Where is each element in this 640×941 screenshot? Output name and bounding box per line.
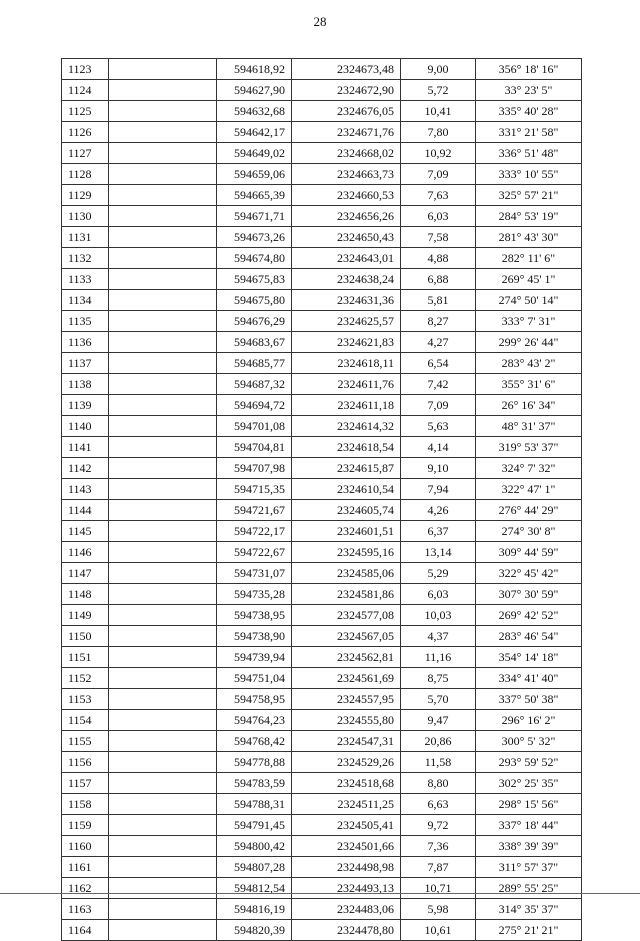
distance-cell: 7,87 xyxy=(401,857,476,878)
y-coordinate-cell: 2324625,57 xyxy=(292,311,401,332)
y-coordinate-cell: 2324650,43 xyxy=(292,227,401,248)
x-coordinate-cell: 594659,06 xyxy=(217,164,292,185)
x-coordinate-cell: 594707,98 xyxy=(217,458,292,479)
empty-cell xyxy=(109,248,217,269)
empty-cell xyxy=(109,899,217,920)
point-number-cell: 1132 xyxy=(62,248,109,269)
point-number-cell: 1161 xyxy=(62,857,109,878)
bearing-cell: 333° 7' 31" xyxy=(476,311,582,332)
bearing-cell: 335° 40' 28" xyxy=(476,101,582,122)
y-coordinate-cell: 2324529,26 xyxy=(292,752,401,773)
empty-cell xyxy=(109,542,217,563)
x-coordinate-cell: 594751,04 xyxy=(217,668,292,689)
empty-cell xyxy=(109,878,217,899)
distance-cell: 4,26 xyxy=(401,500,476,521)
table-row xyxy=(62,143,582,164)
y-coordinate-cell: 2324562,81 xyxy=(292,647,401,668)
distance-cell: 4,14 xyxy=(401,437,476,458)
y-coordinate-cell: 2324611,18 xyxy=(292,395,401,416)
bearing-cell: 334° 41' 40" xyxy=(476,668,582,689)
bearing-cell: 269° 45' 1" xyxy=(476,269,582,290)
y-coordinate-cell: 2324643,01 xyxy=(292,248,401,269)
x-coordinate-cell: 594778,88 xyxy=(217,752,292,773)
point-number-cell: 1131 xyxy=(62,227,109,248)
distance-cell: 7,42 xyxy=(401,374,476,395)
y-coordinate-cell: 2324478,80 xyxy=(292,920,401,941)
table-row xyxy=(62,521,582,542)
table-row xyxy=(62,857,582,878)
point-number-cell: 1139 xyxy=(62,395,109,416)
x-coordinate-cell: 594701,08 xyxy=(217,416,292,437)
y-coordinate-cell: 2324498,98 xyxy=(292,857,401,878)
y-coordinate-cell: 2324621,83 xyxy=(292,332,401,353)
y-coordinate-cell: 2324611,76 xyxy=(292,374,401,395)
x-coordinate-cell: 594683,67 xyxy=(217,332,292,353)
y-coordinate-cell: 2324601,51 xyxy=(292,521,401,542)
y-coordinate-cell: 2324671,76 xyxy=(292,122,401,143)
empty-cell xyxy=(109,290,217,311)
empty-cell xyxy=(109,374,217,395)
bearing-cell: 269° 42' 52" xyxy=(476,605,582,626)
table-row xyxy=(62,437,582,458)
bearing-cell: 333° 10' 55" xyxy=(476,164,582,185)
table-row xyxy=(62,164,582,185)
point-number-cell: 1164 xyxy=(62,920,109,941)
point-number-cell: 1143 xyxy=(62,479,109,500)
distance-cell: 7,94 xyxy=(401,479,476,500)
distance-cell: 4,37 xyxy=(401,626,476,647)
distance-cell: 7,58 xyxy=(401,227,476,248)
empty-cell xyxy=(109,752,217,773)
empty-cell xyxy=(109,437,217,458)
x-coordinate-cell: 594739,94 xyxy=(217,647,292,668)
point-number-cell: 1125 xyxy=(62,101,109,122)
bearing-cell: 293° 59' 52" xyxy=(476,752,582,773)
empty-cell xyxy=(109,206,217,227)
table-row xyxy=(62,878,582,899)
distance-cell: 5,81 xyxy=(401,290,476,311)
empty-cell xyxy=(109,185,217,206)
table-row xyxy=(62,668,582,689)
point-number-cell: 1144 xyxy=(62,500,109,521)
bearing-cell: 26° 16' 34" xyxy=(476,395,582,416)
x-coordinate-cell: 594676,29 xyxy=(217,311,292,332)
x-coordinate-cell: 594764,23 xyxy=(217,710,292,731)
table-row xyxy=(62,269,582,290)
x-coordinate-cell: 594673,26 xyxy=(217,227,292,248)
y-coordinate-cell: 2324577,08 xyxy=(292,605,401,626)
x-coordinate-cell: 594627,90 xyxy=(217,80,292,101)
table-row xyxy=(62,563,582,584)
point-number-cell: 1146 xyxy=(62,542,109,563)
y-coordinate-cell: 2324610,54 xyxy=(292,479,401,500)
empty-cell xyxy=(109,710,217,731)
empty-cell xyxy=(109,605,217,626)
bearing-cell: 282° 11' 6" xyxy=(476,248,582,269)
empty-cell xyxy=(109,500,217,521)
empty-cell xyxy=(109,563,217,584)
x-coordinate-cell: 594768,42 xyxy=(217,731,292,752)
distance-cell: 7,80 xyxy=(401,122,476,143)
table-row xyxy=(62,332,582,353)
x-coordinate-cell: 594807,28 xyxy=(217,857,292,878)
distance-cell: 6,63 xyxy=(401,794,476,815)
empty-cell xyxy=(109,626,217,647)
x-coordinate-cell: 594735,28 xyxy=(217,584,292,605)
table-row xyxy=(62,794,582,815)
y-coordinate-cell: 2324501,66 xyxy=(292,836,401,857)
x-coordinate-cell: 594816,19 xyxy=(217,899,292,920)
point-number-cell: 1156 xyxy=(62,752,109,773)
y-coordinate-cell: 2324581,86 xyxy=(292,584,401,605)
x-coordinate-cell: 594694,72 xyxy=(217,395,292,416)
empty-cell xyxy=(109,311,217,332)
table-row xyxy=(62,122,582,143)
table-row xyxy=(62,290,582,311)
table-row xyxy=(62,80,582,101)
table-row xyxy=(62,311,582,332)
point-number-cell: 1138 xyxy=(62,374,109,395)
empty-cell xyxy=(109,920,217,941)
point-number-cell: 1129 xyxy=(62,185,109,206)
empty-cell xyxy=(109,59,217,80)
y-coordinate-cell: 2324656,26 xyxy=(292,206,401,227)
table-row xyxy=(62,101,582,122)
y-coordinate-cell: 2324483,06 xyxy=(292,899,401,920)
x-coordinate-cell: 594791,45 xyxy=(217,815,292,836)
distance-cell: 9,00 xyxy=(401,59,476,80)
point-number-cell: 1130 xyxy=(62,206,109,227)
empty-cell xyxy=(109,668,217,689)
y-coordinate-cell: 2324673,48 xyxy=(292,59,401,80)
bearing-cell: 275° 21' 21" xyxy=(476,920,582,941)
y-coordinate-cell: 2324618,11 xyxy=(292,353,401,374)
table-row xyxy=(62,899,582,920)
table-row xyxy=(62,752,582,773)
point-number-cell: 1153 xyxy=(62,689,109,710)
table-row xyxy=(62,353,582,374)
distance-cell: 10,92 xyxy=(401,143,476,164)
y-coordinate-cell: 2324585,06 xyxy=(292,563,401,584)
y-coordinate-cell: 2324676,05 xyxy=(292,101,401,122)
y-coordinate-cell: 2324505,41 xyxy=(292,815,401,836)
x-coordinate-cell: 594704,81 xyxy=(217,437,292,458)
y-coordinate-cell: 2324663,73 xyxy=(292,164,401,185)
y-coordinate-cell: 2324615,87 xyxy=(292,458,401,479)
x-coordinate-cell: 594721,67 xyxy=(217,500,292,521)
y-coordinate-cell: 2324557,95 xyxy=(292,689,401,710)
distance-cell: 10,41 xyxy=(401,101,476,122)
distance-cell: 9,47 xyxy=(401,710,476,731)
y-coordinate-cell: 2324638,24 xyxy=(292,269,401,290)
x-coordinate-cell: 594738,90 xyxy=(217,626,292,647)
x-coordinate-cell: 594685,77 xyxy=(217,353,292,374)
bearing-cell: 307° 30' 59" xyxy=(476,584,582,605)
table-row xyxy=(62,731,582,752)
bearing-cell: 337° 50' 38" xyxy=(476,689,582,710)
x-coordinate-cell: 594649,02 xyxy=(217,143,292,164)
bearing-cell: 322° 47' 1" xyxy=(476,479,582,500)
table-row xyxy=(62,458,582,479)
distance-cell: 9,10 xyxy=(401,458,476,479)
point-number-cell: 1126 xyxy=(62,122,109,143)
table-row xyxy=(62,836,582,857)
empty-cell xyxy=(109,584,217,605)
y-coordinate-cell: 2324672,90 xyxy=(292,80,401,101)
point-number-cell: 1137 xyxy=(62,353,109,374)
point-number-cell: 1158 xyxy=(62,794,109,815)
empty-cell xyxy=(109,773,217,794)
table-row xyxy=(62,416,582,437)
x-coordinate-cell: 594722,67 xyxy=(217,542,292,563)
point-number-cell: 1128 xyxy=(62,164,109,185)
distance-cell: 5,63 xyxy=(401,416,476,437)
table-row xyxy=(62,584,582,605)
y-coordinate-cell: 2324567,05 xyxy=(292,626,401,647)
empty-cell xyxy=(109,857,217,878)
bearing-cell: 296° 16' 2" xyxy=(476,710,582,731)
empty-cell xyxy=(109,101,217,122)
empty-cell xyxy=(109,836,217,857)
table-row xyxy=(62,626,582,647)
x-coordinate-cell: 594687,32 xyxy=(217,374,292,395)
x-coordinate-cell: 594722,17 xyxy=(217,521,292,542)
bearing-cell: 284° 53' 19" xyxy=(476,206,582,227)
table-row xyxy=(62,395,582,416)
table-row xyxy=(62,227,582,248)
table-row xyxy=(62,605,582,626)
empty-cell xyxy=(109,143,217,164)
table-row xyxy=(62,59,582,80)
point-number-cell: 1149 xyxy=(62,605,109,626)
point-number-cell: 1123 xyxy=(62,59,109,80)
x-coordinate-cell: 594665,39 xyxy=(217,185,292,206)
y-coordinate-cell: 2324631,36 xyxy=(292,290,401,311)
empty-cell xyxy=(109,458,217,479)
x-coordinate-cell: 594675,83 xyxy=(217,269,292,290)
bearing-cell: 300° 5' 32" xyxy=(476,731,582,752)
distance-cell: 13,14 xyxy=(401,542,476,563)
x-coordinate-cell: 594675,80 xyxy=(217,290,292,311)
y-coordinate-cell: 2324547,31 xyxy=(292,731,401,752)
point-number-cell: 1135 xyxy=(62,311,109,332)
table-row xyxy=(62,248,582,269)
table-row xyxy=(62,647,582,668)
page-number: 28 xyxy=(313,14,327,29)
y-coordinate-cell: 2324605,74 xyxy=(292,500,401,521)
bearing-cell: 48° 31' 37" xyxy=(476,416,582,437)
distance-cell: 6,37 xyxy=(401,521,476,542)
table-row xyxy=(62,920,582,941)
bottom-rule xyxy=(0,893,640,894)
x-coordinate-cell: 594800,42 xyxy=(217,836,292,857)
distance-cell: 10,03 xyxy=(401,605,476,626)
distance-cell: 5,72 xyxy=(401,80,476,101)
distance-cell: 8,80 xyxy=(401,773,476,794)
table-row xyxy=(62,479,582,500)
x-coordinate-cell: 594758,95 xyxy=(217,689,292,710)
table-row xyxy=(62,185,582,206)
bearing-cell: 283° 46' 54" xyxy=(476,626,582,647)
bearing-cell: 314° 35' 37" xyxy=(476,899,582,920)
empty-cell xyxy=(109,122,217,143)
x-coordinate-cell: 594671,71 xyxy=(217,206,292,227)
point-number-cell: 1150 xyxy=(62,626,109,647)
distance-cell: 6,88 xyxy=(401,269,476,290)
point-number-cell: 1124 xyxy=(62,80,109,101)
bearing-cell: 298° 15' 56" xyxy=(476,794,582,815)
bearing-cell: 274° 30' 8" xyxy=(476,521,582,542)
table-row xyxy=(62,374,582,395)
empty-cell xyxy=(109,794,217,815)
point-number-cell: 1136 xyxy=(62,332,109,353)
bearing-cell: 331° 21' 58" xyxy=(476,122,582,143)
distance-cell: 4,27 xyxy=(401,332,476,353)
distance-cell: 6,54 xyxy=(401,353,476,374)
x-coordinate-cell: 594715,35 xyxy=(217,479,292,500)
y-coordinate-cell: 2324614,32 xyxy=(292,416,401,437)
point-number-cell: 1152 xyxy=(62,668,109,689)
point-number-cell: 1141 xyxy=(62,437,109,458)
bearing-cell: 354° 14' 18" xyxy=(476,647,582,668)
table-row xyxy=(62,710,582,731)
point-number-cell: 1127 xyxy=(62,143,109,164)
point-number-cell: 1133 xyxy=(62,269,109,290)
coordinates-table xyxy=(61,58,582,941)
distance-cell: 4,88 xyxy=(401,248,476,269)
y-coordinate-cell: 2324555,80 xyxy=(292,710,401,731)
bearing-cell: 325° 57' 21" xyxy=(476,185,582,206)
empty-cell xyxy=(109,815,217,836)
bearing-cell: 355° 31' 6" xyxy=(476,374,582,395)
bearing-cell: 311° 57' 37" xyxy=(476,857,582,878)
y-coordinate-cell: 2324668,02 xyxy=(292,143,401,164)
bearing-cell: 276° 44' 29" xyxy=(476,500,582,521)
bearing-cell: 356° 18' 16" xyxy=(476,59,582,80)
distance-cell: 7,09 xyxy=(401,395,476,416)
point-number-cell: 1162 xyxy=(62,878,109,899)
x-coordinate-cell: 594731,07 xyxy=(217,563,292,584)
bearing-cell: 337° 18' 44" xyxy=(476,815,582,836)
point-number-cell: 1140 xyxy=(62,416,109,437)
bearing-cell: 336° 51' 48" xyxy=(476,143,582,164)
point-number-cell: 1154 xyxy=(62,710,109,731)
x-coordinate-cell: 594738,95 xyxy=(217,605,292,626)
bearing-cell: 33° 23' 5" xyxy=(476,80,582,101)
table-row xyxy=(62,689,582,710)
point-number-cell: 1145 xyxy=(62,521,109,542)
empty-cell xyxy=(109,395,217,416)
bearing-cell: 283° 43' 2" xyxy=(476,353,582,374)
empty-cell xyxy=(109,689,217,710)
bearing-cell: 309° 44' 59" xyxy=(476,542,582,563)
distance-cell: 6,03 xyxy=(401,584,476,605)
point-number-cell: 1134 xyxy=(62,290,109,311)
bearing-cell: 319° 53' 37" xyxy=(476,437,582,458)
distance-cell: 5,29 xyxy=(401,563,476,584)
y-coordinate-cell: 2324618,54 xyxy=(292,437,401,458)
distance-cell: 11,16 xyxy=(401,647,476,668)
distance-cell: 6,03 xyxy=(401,206,476,227)
x-coordinate-cell: 594820,39 xyxy=(217,920,292,941)
empty-cell xyxy=(109,353,217,374)
y-coordinate-cell: 2324518,68 xyxy=(292,773,401,794)
x-coordinate-cell: 594783,59 xyxy=(217,773,292,794)
empty-cell xyxy=(109,269,217,290)
distance-cell: 7,36 xyxy=(401,836,476,857)
y-coordinate-cell: 2324595,16 xyxy=(292,542,401,563)
point-number-cell: 1151 xyxy=(62,647,109,668)
point-number-cell: 1147 xyxy=(62,563,109,584)
empty-cell xyxy=(109,332,217,353)
x-coordinate-cell: 594632,68 xyxy=(217,101,292,122)
bearing-cell: 281° 43' 30" xyxy=(476,227,582,248)
point-number-cell: 1160 xyxy=(62,836,109,857)
empty-cell xyxy=(109,647,217,668)
empty-cell xyxy=(109,479,217,500)
empty-cell xyxy=(109,227,217,248)
point-number-cell: 1157 xyxy=(62,773,109,794)
distance-cell: 8,75 xyxy=(401,668,476,689)
empty-cell xyxy=(109,521,217,542)
distance-cell: 10,71 xyxy=(401,878,476,899)
bearing-cell: 299° 26' 44" xyxy=(476,332,582,353)
bearing-cell: 322° 45' 42" xyxy=(476,563,582,584)
bearing-cell: 289° 55' 25" xyxy=(476,878,582,899)
x-coordinate-cell: 594618,92 xyxy=(217,59,292,80)
empty-cell xyxy=(109,731,217,752)
table-row xyxy=(62,500,582,521)
table-row xyxy=(62,815,582,836)
y-coordinate-cell: 2324511,25 xyxy=(292,794,401,815)
point-number-cell: 1163 xyxy=(62,899,109,920)
x-coordinate-cell: 594642,17 xyxy=(217,122,292,143)
distance-cell: 5,98 xyxy=(401,899,476,920)
point-number-cell: 1148 xyxy=(62,584,109,605)
distance-cell: 20,86 xyxy=(401,731,476,752)
table-row xyxy=(62,773,582,794)
bearing-cell: 302° 25' 35" xyxy=(476,773,582,794)
distance-cell: 9,72 xyxy=(401,815,476,836)
distance-cell: 11,58 xyxy=(401,752,476,773)
empty-cell xyxy=(109,80,217,101)
distance-cell: 7,09 xyxy=(401,164,476,185)
y-coordinate-cell: 2324493,13 xyxy=(292,878,401,899)
table-row xyxy=(62,206,582,227)
y-coordinate-cell: 2324561,69 xyxy=(292,668,401,689)
distance-cell: 10,61 xyxy=(401,920,476,941)
distance-cell: 5,70 xyxy=(401,689,476,710)
point-number-cell: 1159 xyxy=(62,815,109,836)
point-number-cell: 1142 xyxy=(62,458,109,479)
distance-cell: 7,63 xyxy=(401,185,476,206)
x-coordinate-cell: 594788,31 xyxy=(217,794,292,815)
table-row xyxy=(62,542,582,563)
bearing-cell: 324° 7' 32" xyxy=(476,458,582,479)
y-coordinate-cell: 2324660,53 xyxy=(292,185,401,206)
distance-cell: 8,27 xyxy=(401,311,476,332)
bearing-cell: 338° 39' 39" xyxy=(476,836,582,857)
point-number-cell: 1155 xyxy=(62,731,109,752)
bearing-cell: 274° 50' 14" xyxy=(476,290,582,311)
x-coordinate-cell: 594812,54 xyxy=(217,878,292,899)
empty-cell xyxy=(109,416,217,437)
x-coordinate-cell: 594674,80 xyxy=(217,248,292,269)
empty-cell xyxy=(109,164,217,185)
